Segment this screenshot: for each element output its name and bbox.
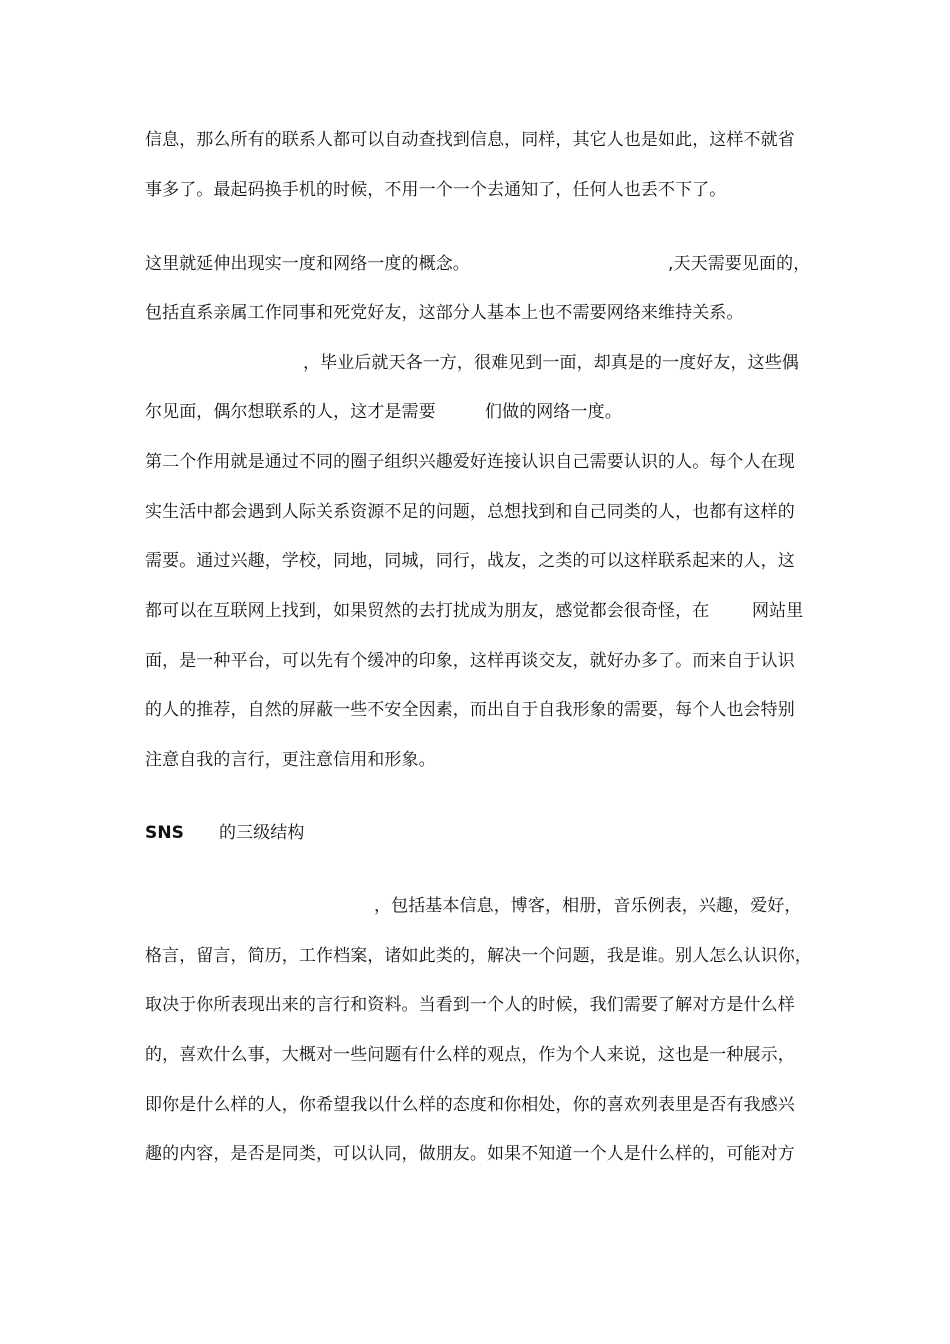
paragraph-3-line-2b: 们做的网络一度。 [485,402,622,422]
section-heading-text: 的三级结构 [219,823,305,843]
paragraph-4-line-3: 需要。通过兴趣，学校，同地，同城，同行，战友，之类的可以这样联系起来的人，这 [145,551,795,571]
paragraph-2-line-1a: 这里就延伸出现实一度和网络一度的概念。 [145,254,470,274]
paragraph-5-line-5: 即你是什么样的人，你希望我以什么样的态度和你相处，你的喜欢列表里是否有我感兴 [145,1095,795,1115]
paragraph-1-line-1: 信息，那么所有的联系人都可以自动查找到信息，同样，其它人也是如此，这样不就省 [145,130,795,150]
section-heading-prefix: SNS [145,823,185,843]
paragraph-1-line-2: 事多了。最起码换手机的时候，不用一个一个去通知了，任何人也丢不下了。 [145,180,727,200]
paragraph-4-line-7: 注意自我的言行，更注意信用和形象。 [145,750,436,770]
paragraph-4-line-2: 实生活中都会遇到人际关系资源不足的问题，总想找到和自己同类的人，也都有这样的 [145,502,795,522]
paragraph-5-line-3: 取决于你所表现出来的言行和资料。当看到一个人的时候，我们需要了解对方是什么样 [145,995,795,1015]
paragraph-2-line-1b: ,天天需要见面的， [668,254,811,274]
paragraph-3-line-1: ，毕业后就天各一方，很难见到一面，却真是的一度好友，这些偶 [303,353,799,373]
paragraph-5-line-2: 格言，留言，简历，工作档案，诸如此类的，解决一个问题，我是谁。别人怎么认识你， [145,946,812,966]
paragraph-2-line-2: 包括直系亲属工作同事和死党好友，这部分人基本上也不需要网络来维持关系。 [145,303,744,323]
paragraph-4-line-4a: 都可以在互联网上找到，如果贸然的去打扰成为朋友，感觉都会很奇怪，在 [145,601,710,621]
paragraph-4-line-4b: 网站里 [752,601,804,621]
paragraph-5-line-4: 的，喜欢什么事，大概对一些问题有什么样的观点，作为个人来说，这也是一种展示， [145,1045,795,1065]
paragraph-5-line-1: ，包括基本信息，博客，相册，音乐例表，兴趣，爱好， [374,896,802,916]
paragraph-5-line-6: 趣的内容，是否是同类，可以认同，做朋友。如果不知道一个人是什么样的，可能对方 [145,1144,795,1164]
paragraph-4-line-1: 第二个作用就是通过不同的圈子组织兴趣爱好连接认识自己需要认识的人。每个人在现 [145,452,795,472]
paragraph-4-line-5: 面，是一种平台，可以先有个缓冲的印象，这样再谈交友，就好办多了。而来自于认识 [145,651,795,671]
paragraph-4-line-6: 的人的推荐，自然的屏蔽一些不安全因素，而出自于自我形象的需要，每个人也会特别 [145,700,795,720]
paragraph-3-line-2a: 尔见面，偶尔想联系的人，这才是需要 [145,402,436,422]
